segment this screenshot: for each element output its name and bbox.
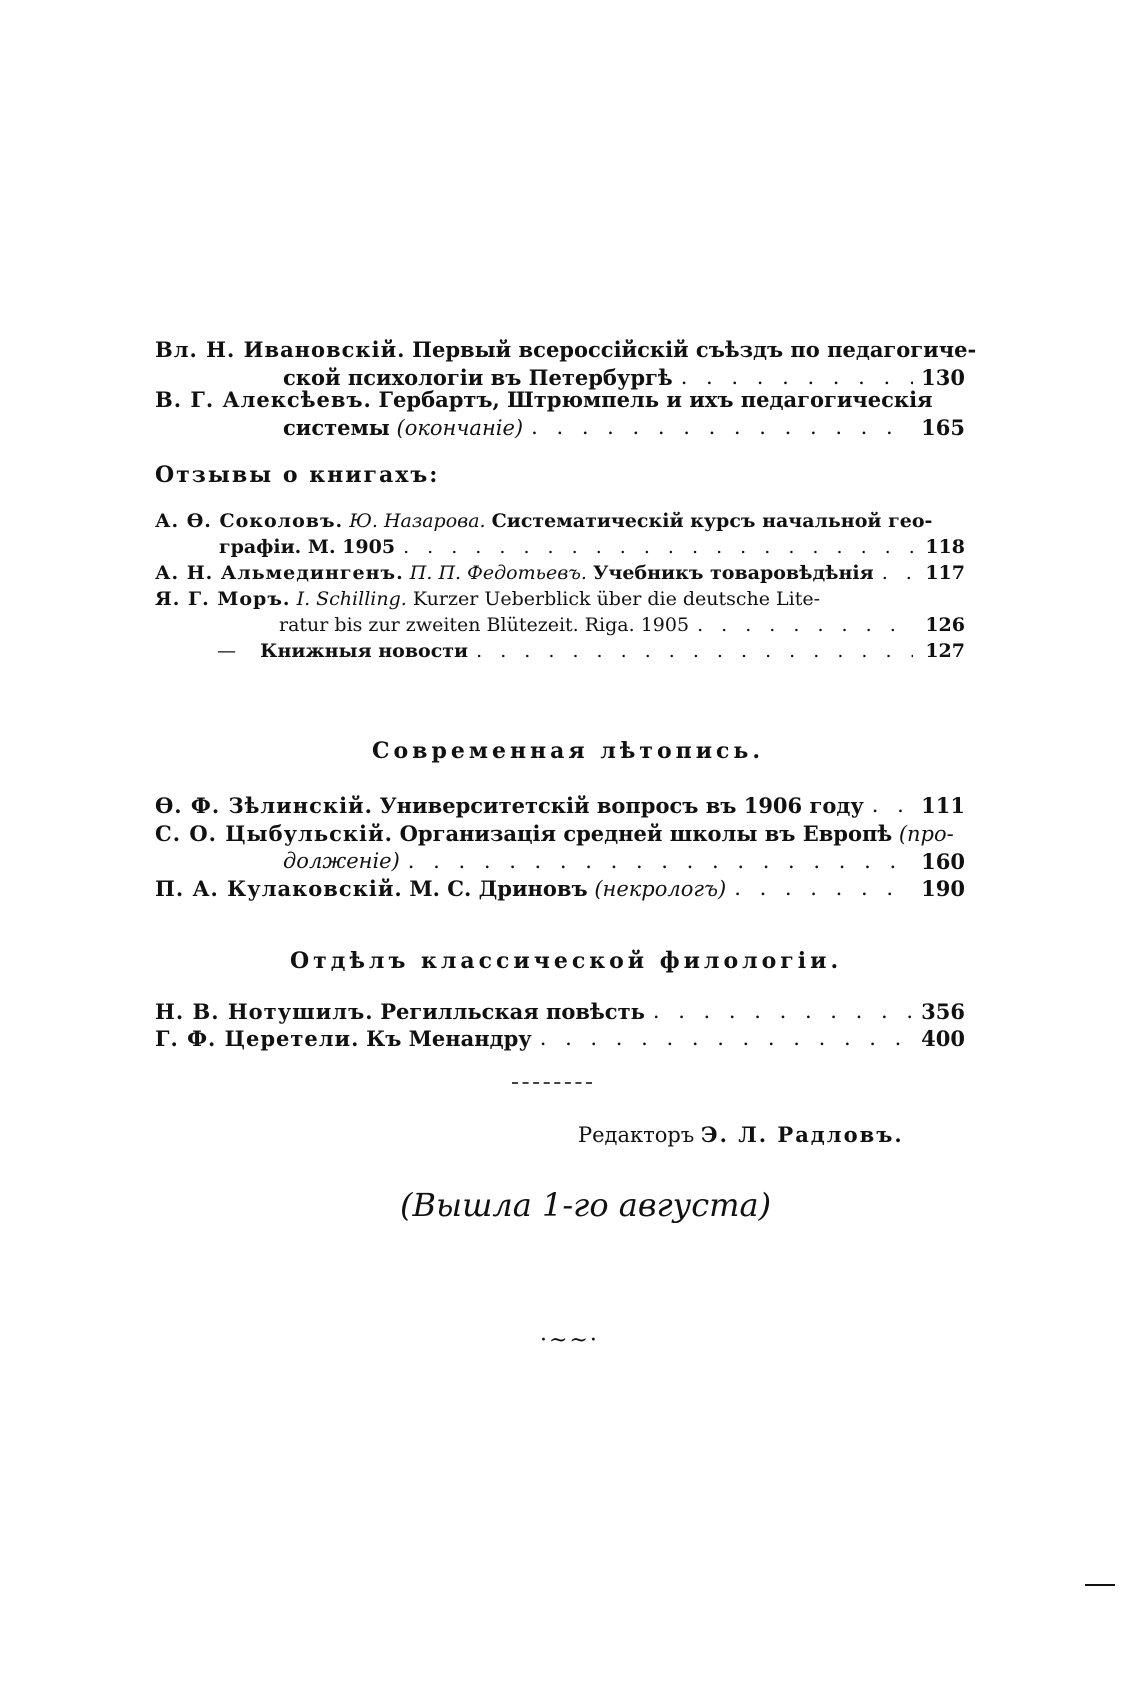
entry-title: Книжныя новости bbox=[260, 640, 469, 662]
page-number: 111 bbox=[921, 793, 965, 818]
toc-line bbox=[155, 534, 965, 560]
entry-author: С. О. Цыбульскій. bbox=[155, 821, 393, 846]
toc-line bbox=[155, 508, 965, 534]
book-author: Ю. Назарова. bbox=[349, 510, 486, 532]
toc-line bbox=[155, 792, 965, 820]
toc-line bbox=[155, 875, 965, 903]
review-entry[interactable] bbox=[155, 586, 965, 638]
entry-note-cont: долженіе) bbox=[283, 849, 400, 873]
editor-name: Э. Л. Радловъ. bbox=[700, 1122, 904, 1147]
page-number: 165 bbox=[921, 415, 965, 440]
leader-dots bbox=[872, 792, 913, 820]
leader-dots bbox=[476, 638, 913, 664]
entry-author: В. Г. Алексѣевъ. bbox=[155, 387, 372, 412]
leader-dots bbox=[403, 534, 913, 560]
section-heading-classical: Отдѣлъ классической филологіи. bbox=[290, 948, 843, 974]
entry-title-cont: ratur bis zur zweiten Blütezeit. Riga. 1905 bbox=[279, 614, 690, 636]
entry-note: (некрологъ) bbox=[594, 877, 727, 901]
section-heading-reviews: Отзывы о книгахъ: bbox=[155, 462, 440, 488]
leader-dots bbox=[540, 1025, 913, 1053]
toc-line bbox=[155, 560, 965, 586]
leader-dots bbox=[408, 848, 913, 875]
book-author: I. Schilling. bbox=[296, 588, 407, 610]
entry-title: М. С. Дриновъ bbox=[409, 876, 588, 901]
entry-title-cont: ской психологіи въ Петербургѣ bbox=[283, 365, 673, 390]
margin-mark bbox=[1085, 1584, 1115, 1586]
toc-line bbox=[155, 386, 965, 414]
entry-author: Н. В. Нотушилъ. bbox=[155, 999, 374, 1024]
entry-author: Ө. Ф. Зѣлинскій. bbox=[155, 793, 373, 818]
page-number: 117 bbox=[925, 562, 965, 584]
entry-title: Гербартъ, Штрюмпель и ихъ педагогическія bbox=[378, 387, 933, 412]
toc-line bbox=[155, 414, 965, 442]
toc-line bbox=[155, 848, 965, 875]
entry-author: А. Н. Альмедингенъ. bbox=[155, 562, 404, 584]
entry-author: — bbox=[217, 640, 236, 662]
toc-line bbox=[155, 336, 977, 364]
entry-author: А. Ө. Соколовъ. bbox=[155, 510, 344, 532]
entry-title-cont: системы bbox=[283, 415, 390, 440]
editor-label: Редакторъ bbox=[578, 1123, 695, 1147]
entry-note: (про- bbox=[898, 822, 954, 846]
page-number: 160 bbox=[921, 849, 965, 874]
entry-author: П. А. Кулаковскій. bbox=[155, 876, 403, 901]
page-number: 400 bbox=[921, 1026, 965, 1051]
entry-author: Вл. Н. Ивановскій. bbox=[155, 337, 406, 362]
chronicle-entry[interactable] bbox=[155, 820, 965, 875]
toc-line bbox=[155, 820, 965, 848]
leader-dots bbox=[734, 875, 913, 903]
classical-entry[interactable] bbox=[155, 998, 965, 1026]
page-number: 356 bbox=[921, 999, 965, 1024]
page-number: 118 bbox=[925, 536, 965, 558]
entry-title: Kurzer Ueberblick über die deutsche Lite- bbox=[412, 588, 821, 610]
entry-author: Я. Г. Моръ. bbox=[155, 588, 291, 610]
entry-title: Первый всероссійскій съѣздъ по педагогиче- bbox=[412, 337, 977, 362]
entry-title: Организація средней школы въ Европѣ bbox=[399, 821, 893, 846]
entry-author: Г. Ф. Церетели. bbox=[155, 1026, 360, 1051]
book-author: П. П. Федотьевъ. bbox=[409, 562, 587, 584]
page-number: 127 bbox=[925, 640, 965, 662]
toc-line bbox=[155, 998, 965, 1026]
review-entry[interactable] bbox=[155, 638, 965, 664]
review-entry[interactable] bbox=[155, 560, 965, 586]
toc-line bbox=[155, 586, 965, 612]
leader-dots bbox=[531, 414, 913, 442]
toc-entry[interactable] bbox=[155, 336, 977, 391]
handwritten-note: (Вышла 1-го августа) bbox=[400, 1186, 772, 1224]
divider-rule bbox=[512, 1082, 592, 1084]
section-heading-chronicle: Современная лѣтопись. bbox=[372, 738, 765, 764]
classical-entry[interactable] bbox=[155, 1025, 965, 1053]
toc-line bbox=[155, 612, 965, 638]
page-number: 190 bbox=[921, 876, 965, 901]
editor-line bbox=[578, 1122, 904, 1147]
review-entry[interactable] bbox=[155, 508, 965, 560]
entry-title: Систематическій курсъ начальной гео- bbox=[491, 510, 933, 532]
ornament-icon: ·~~· bbox=[540, 1328, 599, 1353]
toc-line bbox=[155, 638, 965, 664]
entry-note: (окончаніе) bbox=[396, 416, 524, 440]
leader-dots bbox=[882, 560, 913, 586]
entry-title: Регилльская повѣсть bbox=[380, 999, 645, 1024]
toc-line bbox=[155, 1025, 965, 1053]
chronicle-entry[interactable] bbox=[155, 875, 965, 903]
toc-entry[interactable] bbox=[155, 386, 965, 442]
leader-dots bbox=[653, 998, 913, 1026]
entry-title-cont: графіи. М. 1905 bbox=[219, 536, 396, 558]
page-number: 126 bbox=[925, 614, 965, 636]
chronicle-entry[interactable] bbox=[155, 792, 965, 820]
entry-title: Университетскій вопросъ въ 1906 году bbox=[379, 793, 864, 818]
entry-title: Учебникъ товаровѣдѣнія bbox=[593, 562, 874, 584]
page-number: 130 bbox=[921, 365, 965, 390]
entry-title: Къ Менандру bbox=[366, 1026, 532, 1051]
leader-dots bbox=[697, 612, 913, 638]
